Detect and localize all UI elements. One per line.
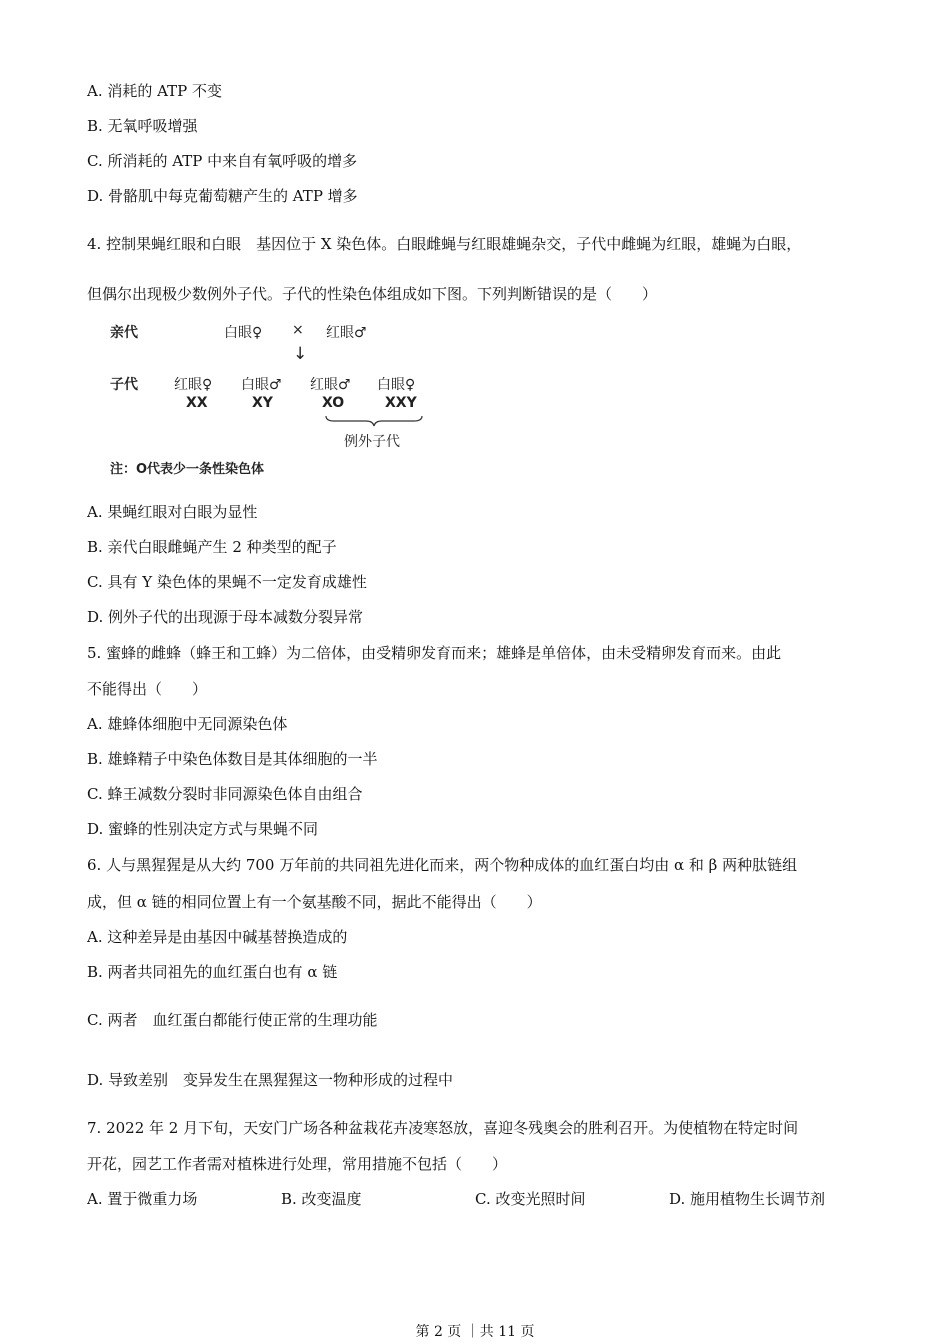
q5-option-a: A. 雄蜂体细胞中无同源染色体 xyxy=(87,715,288,733)
offspring-1-phenotype: 红眼♀ xyxy=(174,377,213,393)
parent-label: 亲代 xyxy=(110,325,138,341)
cross-symbol: × xyxy=(292,322,304,338)
q4-option-a: A. 果蝇红眼对白眼为显性 xyxy=(87,503,258,521)
offspring-4-genotype: XXY xyxy=(385,395,417,411)
exception-label: 例外子代 xyxy=(344,434,400,450)
q7-option-b: B. 改变温度 xyxy=(281,1190,362,1208)
q7-option-c: C. 改变光照时间 xyxy=(475,1190,586,1208)
q4-option-d: D. 例外子代的出现源于母本减数分裂异常 xyxy=(87,608,364,626)
q4-stem-line2: 但偶尔出现极少数例外子代。子代的性染色体组成如下图。下列判断错误的是（ ） xyxy=(87,285,658,303)
page-footer: 第 2 页 ｜共 11 页 xyxy=(415,1324,535,1340)
cross-diagram xyxy=(106,318,436,483)
q3-option-b: B. 无氧呼吸增强 xyxy=(87,117,198,135)
q6-option-c: C. 两者 血红蛋白都能行使正常的生理功能 xyxy=(87,1011,378,1029)
q5-option-b: B. 雄蜂精子中染色体数目是其体细胞的一半 xyxy=(87,750,378,768)
q5-stem-line1: 5. 蜜蜂的雌蜂（蜂王和工蜂）为二倍体，由受精卵发育而来；雄蜂是单倍体，由未受精卵发育而来。由此 xyxy=(87,644,782,662)
q6-option-a: A. 这种差异是由基因中碱基替换造成的 xyxy=(87,928,348,946)
q5-option-d: D. 蜜蜂的性别决定方式与果蝇不同 xyxy=(87,820,319,838)
q6-stem-line2: 成，但 α 链的相同位置上有一个氨基酸不同，据此不能得出（ ） xyxy=(87,893,542,911)
offspring-4-phenotype: 白眼♀ xyxy=(377,377,416,393)
q7-option-a: A. 置于微重力场 xyxy=(87,1190,198,1208)
offspring-label: 子代 xyxy=(110,377,138,393)
q3-option-d: D. 骨骼肌中每克葡萄糖产生的 ATP 增多 xyxy=(87,187,358,205)
q5-stem-line2: 不能得出（ ） xyxy=(87,680,208,698)
q6-option-b: B. 两者共同祖先的血红蛋白也有 α 链 xyxy=(87,963,338,981)
q7-stem-line2: 开花，园艺工作者需对植株进行处理，常用措施不包括（ ） xyxy=(87,1155,508,1173)
q7-option-d: D. 施用植物生长调节剂 xyxy=(669,1190,826,1208)
diagram-note: 注：O代表少一条性染色体 xyxy=(110,462,265,477)
q4-option-b: B. 亲代白眼雌蝇产生 2 种类型的配子 xyxy=(87,538,337,556)
parent-female: 白眼♀ xyxy=(224,325,263,341)
q4-stem-line1: 4. 控制果蝇红眼和白眼 基因位于 X 染色体。白眼雌蝇与红眼雄蝇杂交，子代中雌蝇为红眼，雄蝇为白眼， xyxy=(87,235,802,253)
exception-brace xyxy=(324,414,424,428)
down-arrow-icon: ↓ xyxy=(293,344,308,364)
parent-male: 红眼♂ xyxy=(326,325,367,341)
q3-option-a: A. 消耗的 ATP 不变 xyxy=(87,82,223,100)
q3-option-c: C. 所消耗的 ATP 中来自有氧呼吸的增多 xyxy=(87,152,358,170)
q6-stem-line1: 6. 人与黑猩猩是从大约 700 万年前的共同祖先进化而来，两个物种成体的血红蛋白均由 α 和 β 两种肽链组 xyxy=(87,856,798,874)
q6-option-d: D. 导致差别 变异发生在黑猩猩这一物种形成的过程中 xyxy=(87,1071,454,1089)
q5-option-c: C. 蜂王减数分裂时非同源染色体自由组合 xyxy=(87,785,363,803)
offspring-2-genotype: XY xyxy=(252,395,273,411)
offspring-2-phenotype: 白眼♂ xyxy=(241,377,282,393)
offspring-3-genotype: XO xyxy=(322,395,345,411)
offspring-1-genotype: XX xyxy=(186,395,208,411)
q7-stem-line1: 7. 2022 年 2 月下旬，天安门广场各种盆栽花卉凌寒怒放，喜迎冬残奥会的胜利召开。为使植物在特定时间 xyxy=(87,1119,799,1137)
q4-option-c: C. 具有 Y 染色体的果蝇不一定发育成雄性 xyxy=(87,573,367,591)
offspring-3-phenotype: 红眼♂ xyxy=(310,377,351,393)
